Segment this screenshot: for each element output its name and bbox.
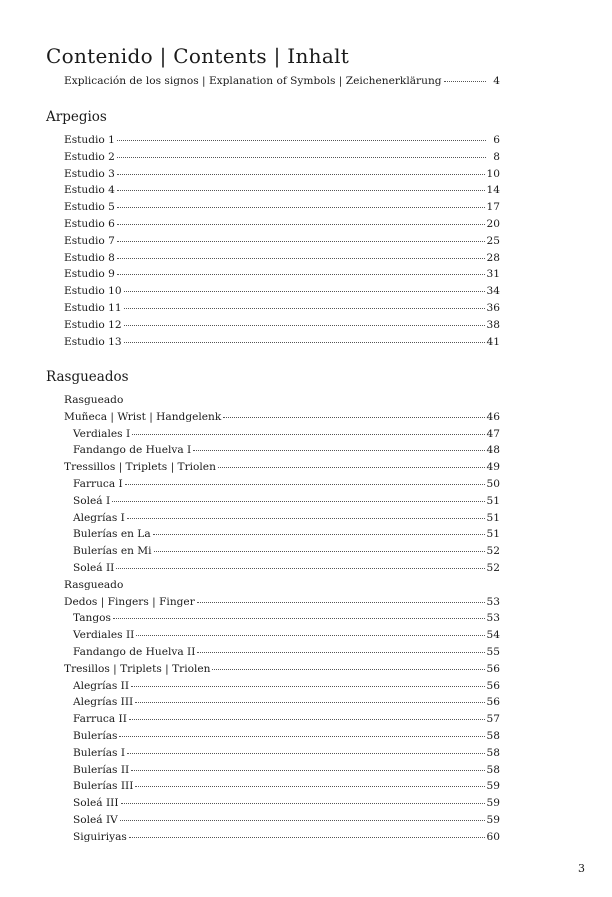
toc-entry[interactable] [46, 442, 500, 459]
toc-entry[interactable] [46, 409, 500, 426]
toc-entry[interactable] [46, 493, 500, 510]
toc-entry-title: Estudio 5 [64, 201, 115, 214]
toc-entry-page: 58 [486, 729, 500, 742]
toc-entry[interactable] [46, 510, 500, 527]
toc-entry[interactable] [46, 216, 500, 233]
toc-entry-page: 38 [486, 318, 500, 331]
leader-dots [136, 635, 484, 636]
leader-dots [124, 308, 485, 309]
toc-entry-page: 51 [486, 528, 500, 541]
toc-entry[interactable] [46, 661, 500, 678]
toc-entry-title: Bulerías en Mi [73, 545, 152, 558]
toc-entry-page: 52 [486, 545, 500, 558]
leader-dots [135, 702, 484, 703]
toc-entry[interactable] [46, 728, 500, 745]
toc-entry-page: 46 [486, 410, 500, 423]
leader-dots [129, 719, 485, 720]
toc-entry[interactable] [46, 560, 500, 577]
leader-dots [197, 652, 484, 653]
toc-entry[interactable] [46, 778, 500, 795]
toc-entry-page: 59 [486, 797, 500, 810]
toc-entry-page: 57 [486, 713, 500, 726]
leader-dots [117, 140, 486, 141]
toc-entry-page: 17 [486, 201, 500, 214]
toc-entry[interactable] [46, 627, 500, 644]
toc-entry[interactable] [46, 132, 500, 149]
toc-entry-title: Estudio 4 [64, 184, 115, 197]
toc-entry-page: 52 [486, 561, 500, 574]
toc-entry-title: Estudio 11 [64, 301, 122, 314]
toc-entry-title: Dedos | Fingers | Finger [64, 595, 195, 608]
leader-dots [131, 686, 484, 687]
leader-dots [193, 450, 484, 451]
toc-entry[interactable] [46, 711, 500, 728]
toc-entry-title: Soleá I [73, 494, 111, 507]
toc-entry-title: Estudio 13 [64, 335, 122, 348]
leader-dots [218, 467, 485, 468]
leader-dots [444, 81, 486, 82]
toc-entry[interactable] [46, 300, 500, 317]
toc-entry-title: Estudio 9 [64, 268, 115, 281]
leader-dots [117, 274, 485, 275]
leader-dots [124, 291, 485, 292]
leader-dots [132, 434, 484, 435]
toc-entry[interactable] [46, 250, 500, 267]
toc-entry-title: Farruca I [73, 477, 123, 490]
toc-entry-title: Bulerías I [73, 746, 126, 759]
toc-entry-page: 60 [486, 830, 500, 843]
leader-dots [212, 669, 484, 670]
toc-entry-page: 56 [486, 696, 500, 709]
toc-entry[interactable] [46, 543, 500, 560]
leader-dots [127, 518, 485, 519]
toc-entry[interactable] [46, 459, 500, 476]
toc-entry-page: 59 [486, 813, 500, 826]
subsection-heading: Rasgueado [64, 578, 124, 591]
toc-entry[interactable] [46, 283, 500, 300]
leader-dots [223, 417, 484, 418]
toc-entry-explanation-of-symbols[interactable] [46, 73, 500, 90]
toc-entry-page: 54 [486, 629, 500, 642]
toc-entry-title: Alegrías I [73, 511, 125, 524]
toc-entry-page: 50 [486, 477, 500, 490]
toc-entry-title: Alegrías II [73, 679, 130, 692]
toc-entry[interactable] [46, 644, 500, 661]
toc-entry[interactable] [46, 694, 500, 711]
toc-entry-title: Estudio 3 [64, 167, 115, 180]
leader-dots [117, 157, 486, 158]
toc-entry-page: 36 [486, 301, 500, 314]
toc-entry[interactable] [46, 610, 500, 627]
page-title: Contenido | Contents | Inhalt [46, 44, 350, 68]
leader-dots [117, 190, 485, 191]
toc-entry[interactable] [46, 426, 500, 443]
toc-entry-page: 53 [486, 595, 500, 608]
leader-dots [127, 753, 484, 754]
toc-entry-title: Muñeca | Wrist | Handgelenk [64, 410, 222, 423]
toc-entry-title: Estudio 6 [64, 217, 115, 230]
toc-entry-title: Estudio 12 [64, 318, 122, 331]
page-number: 3 [578, 862, 585, 875]
leader-dots [116, 568, 484, 569]
toc-entry[interactable] [46, 266, 500, 283]
leader-dots [153, 534, 485, 535]
toc-entry-title: Explicación de los signos | Explanation of Symbols | Zeichenerklärung [64, 75, 442, 87]
toc-entry[interactable] [46, 149, 500, 166]
leader-dots [117, 207, 485, 208]
toc-entry-title: Fandango de Huelva I [73, 444, 192, 457]
leader-dots [129, 837, 485, 838]
toc-entry-page: 56 [486, 679, 500, 692]
toc-entry-title: Farruca II [73, 713, 127, 726]
leader-dots [125, 484, 485, 485]
toc-entry-page: 51 [486, 494, 500, 507]
toc-entry-page: 49 [486, 461, 500, 474]
toc-entry[interactable] [46, 182, 500, 199]
toc-entry-title: Verdiales I [73, 427, 131, 440]
toc-entry[interactable] [46, 745, 500, 762]
leader-dots [124, 325, 485, 326]
toc-entry-page: 25 [486, 234, 500, 247]
toc-entry-title: Estudio 8 [64, 251, 115, 264]
toc-entry[interactable] [46, 678, 500, 695]
toc-entry-page: 8 [493, 150, 500, 163]
toc-entry-title: Estudio 7 [64, 234, 115, 247]
toc-entry-title: Soleá II [73, 561, 115, 574]
leader-dots [113, 618, 485, 619]
toc-entry-title: Bulerías III [73, 780, 134, 793]
toc-entry-page: 4 [493, 75, 500, 87]
section-title-arpegios: Arpegios [46, 109, 107, 125]
toc-entry-title: Bulerías en La [73, 528, 151, 541]
toc-entry-title: Alegrías III [73, 696, 134, 709]
toc-entry-title: Bulerías II [73, 763, 130, 776]
toc-entry-title: Soleá IV [73, 813, 118, 826]
toc-entry-title: Tressillos | Triplets | Triolen [64, 461, 216, 474]
toc-entry-page: 53 [486, 612, 500, 625]
toc-entry-page: 6 [493, 134, 500, 146]
toc-entry-page: 28 [486, 251, 500, 264]
toc-entry[interactable] [46, 795, 500, 812]
toc-entry[interactable] [46, 594, 500, 611]
toc-entry-page: 14 [486, 184, 500, 197]
toc-entry-title: Estudio 2 [64, 150, 115, 163]
toc-entry-title: Estudio 1 [64, 134, 115, 146]
toc-entry[interactable] [46, 829, 500, 846]
leader-dots [117, 241, 485, 242]
toc-entry-page: 31 [486, 268, 500, 281]
toc-entry-title: Estudio 10 [64, 285, 122, 298]
leader-dots [117, 174, 485, 175]
toc-entry-page: 20 [486, 217, 500, 230]
toc-entry-title: Tangos [73, 612, 111, 625]
toc-entry-page: 41 [486, 335, 500, 348]
toc-entry-page: 51 [486, 511, 500, 524]
toc-entry-page: 47 [486, 427, 500, 440]
leader-dots [120, 820, 485, 821]
arpegios-list [46, 132, 500, 350]
section-title-rasgueados: Rasgueados [46, 369, 129, 385]
toc-entry-title: Bulerías [73, 729, 118, 742]
toc-entry-page: 59 [486, 780, 500, 793]
leader-dots [131, 770, 484, 771]
toc-entry-page: 58 [486, 763, 500, 776]
toc-entry[interactable] [46, 526, 500, 543]
intro-entry[interactable] [46, 73, 500, 90]
toc-entry[interactable] [46, 233, 500, 250]
leader-dots [117, 258, 485, 259]
toc-entry[interactable] [46, 762, 500, 779]
toc-entry[interactable] [46, 812, 500, 829]
toc-entry[interactable] [46, 334, 500, 351]
toc-entry[interactable] [46, 317, 500, 334]
leader-dots [124, 342, 485, 343]
leader-dots [121, 803, 485, 804]
toc-entry-title: Fandango de Huelva II [73, 645, 196, 658]
toc-entry-page: 48 [486, 444, 500, 457]
toc-entry-page: 10 [486, 167, 500, 180]
leader-dots [197, 602, 485, 603]
toc-entry-page: 55 [486, 645, 500, 658]
toc-entry-title: Verdiales II [73, 629, 135, 642]
toc-entry-page: 56 [486, 662, 500, 675]
leader-dots [135, 786, 484, 787]
leader-dots [117, 224, 485, 225]
toc-entry[interactable] [46, 199, 500, 216]
toc-entry-title: Tresillos | Triplets | Triolen [64, 662, 211, 675]
leader-dots [112, 501, 484, 502]
toc-entry-page: 34 [486, 285, 500, 298]
subsection-heading: Rasgueado [64, 394, 124, 406]
leader-dots [154, 551, 485, 552]
toc-entry-title: Soleá III [73, 797, 119, 810]
leader-dots [119, 736, 484, 737]
toc-entry[interactable] [46, 476, 500, 493]
toc-entry-page: 58 [486, 746, 500, 759]
toc-entry[interactable] [46, 166, 500, 183]
toc-entry-title: Siguiriyas [73, 830, 127, 843]
rasgueados-list [46, 392, 500, 846]
